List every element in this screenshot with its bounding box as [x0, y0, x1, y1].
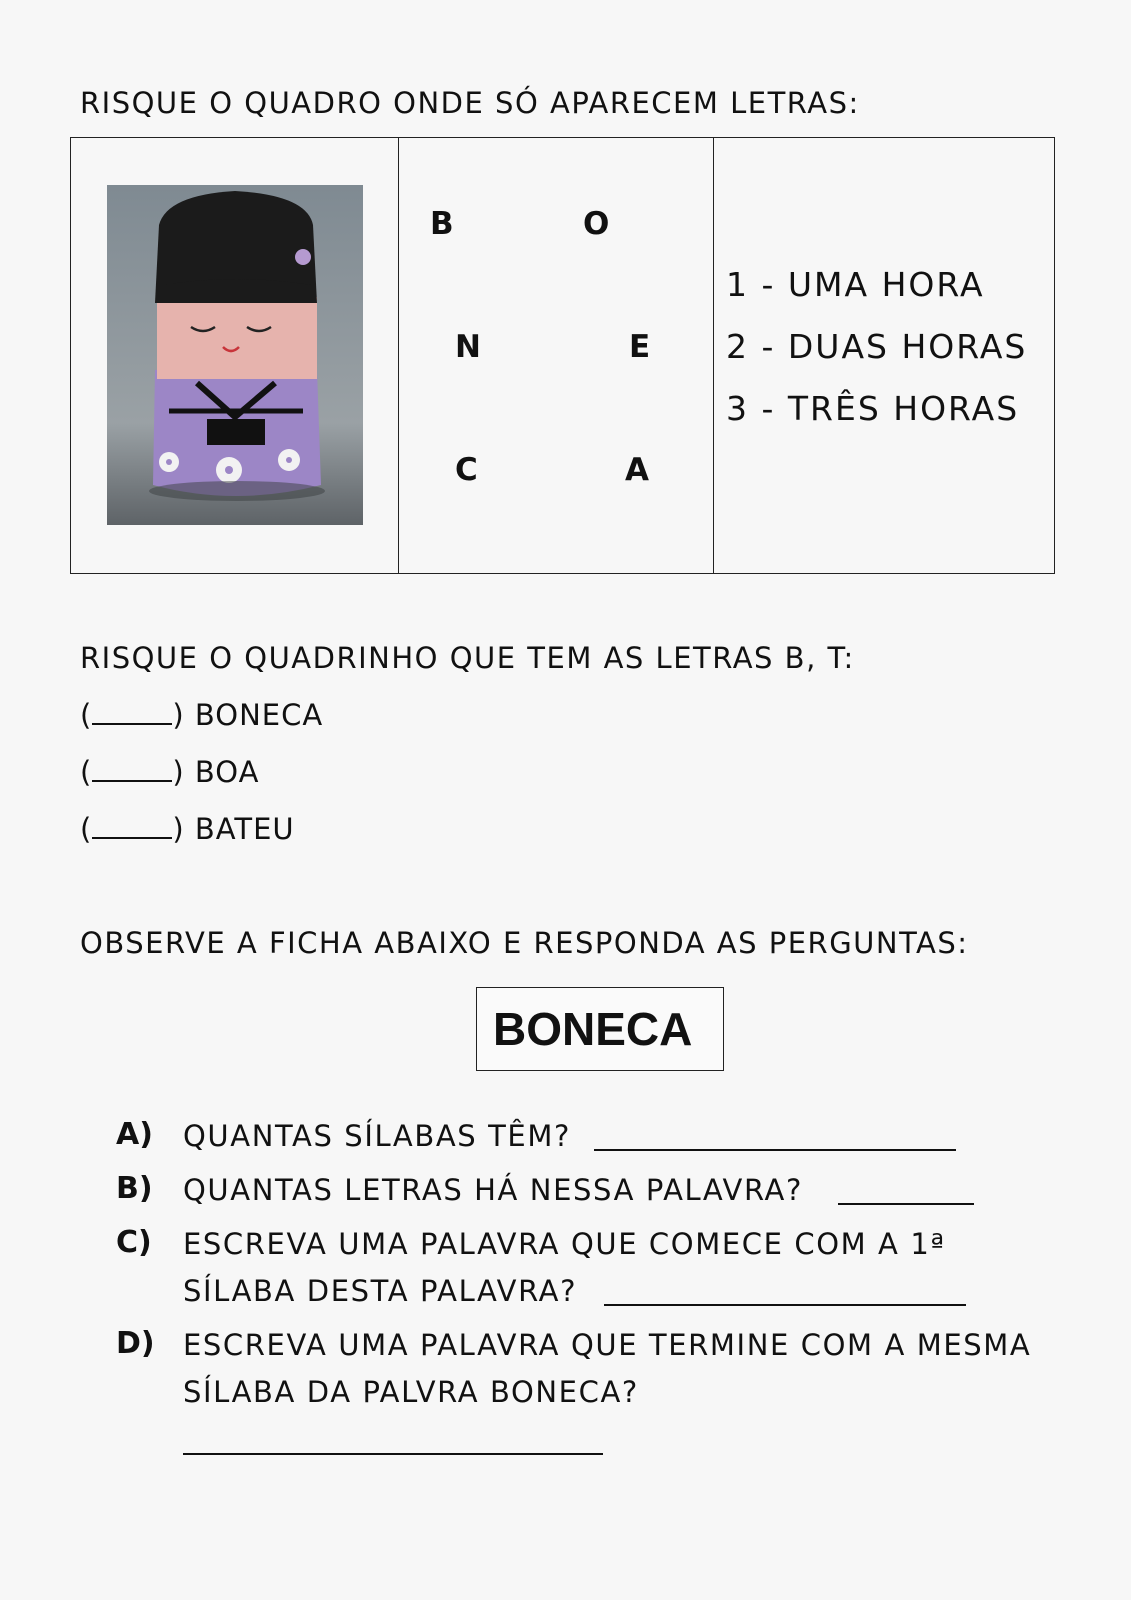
hour-3: 3 - TRÊS HORAS: [726, 389, 1020, 428]
section1-instruction: RISQUE O QUADRO ONDE SÓ APARECEM LETRAS:: [80, 86, 860, 120]
section3-instruction: OBSERVE A FICHA ABAIXO E RESPONDA AS PERGUNTAS:: [80, 926, 969, 960]
answer-blank[interactable]: [92, 699, 172, 725]
answer-line[interactable]: [838, 1203, 974, 1205]
question-text: QUANTAS SÍLABAS TÊM?: [183, 1119, 571, 1153]
hour-2: 2 - DUAS HORAS: [726, 327, 1028, 366]
question-text: SÍLABA DESTA PALAVRA?: [183, 1274, 578, 1308]
question-text: QUANTAS LETRAS HÁ NESSA PALAVRA?: [183, 1173, 803, 1207]
answer-line[interactable]: [594, 1149, 956, 1151]
answer-blank[interactable]: [92, 756, 172, 782]
question-letter: D): [116, 1326, 155, 1361]
letter-e: E: [629, 329, 651, 365]
answer-line[interactable]: [183, 1453, 603, 1455]
letter-c: C: [455, 452, 478, 488]
card-word: BONECA: [493, 1003, 693, 1055]
letter-n: N: [455, 329, 481, 365]
hour-1: 1 - UMA HORA: [726, 265, 985, 304]
question-text: ESCREVA UMA PALAVRA QUE COMECE COM A 1ª: [183, 1227, 946, 1261]
option-row[interactable]: ( ) BOA: [80, 755, 260, 789]
word-card: [476, 987, 724, 1071]
option-row[interactable]: ( ) BONECA: [80, 698, 324, 732]
doll-photo[interactable]: [107, 185, 363, 525]
option-row[interactable]: ( ) BATEU: [80, 812, 295, 846]
question-text: ESCREVA UMA PALAVRA QUE TERMINE COM A MESMA: [183, 1328, 1032, 1362]
answer-line[interactable]: [604, 1304, 966, 1306]
letter-o: O: [583, 206, 610, 242]
option-label: BOA: [194, 755, 260, 789]
question-letter: A): [116, 1117, 153, 1152]
question-letter: B): [116, 1171, 153, 1206]
letters-table: [70, 137, 1055, 574]
option-label: BONECA: [194, 698, 324, 732]
table-divider: [398, 138, 399, 573]
question-letter: C): [116, 1225, 152, 1260]
question-text: SÍLABA DA PALVRA BONECA?: [183, 1375, 639, 1409]
answer-blank[interactable]: [92, 813, 172, 839]
letter-a: A: [625, 452, 649, 488]
letter-b: B: [430, 206, 454, 242]
table-divider: [713, 138, 714, 573]
section2-instruction: RISQUE O QUADRINHO QUE TEM AS LETRAS B, T:: [80, 641, 855, 675]
option-label: BATEU: [194, 812, 295, 846]
